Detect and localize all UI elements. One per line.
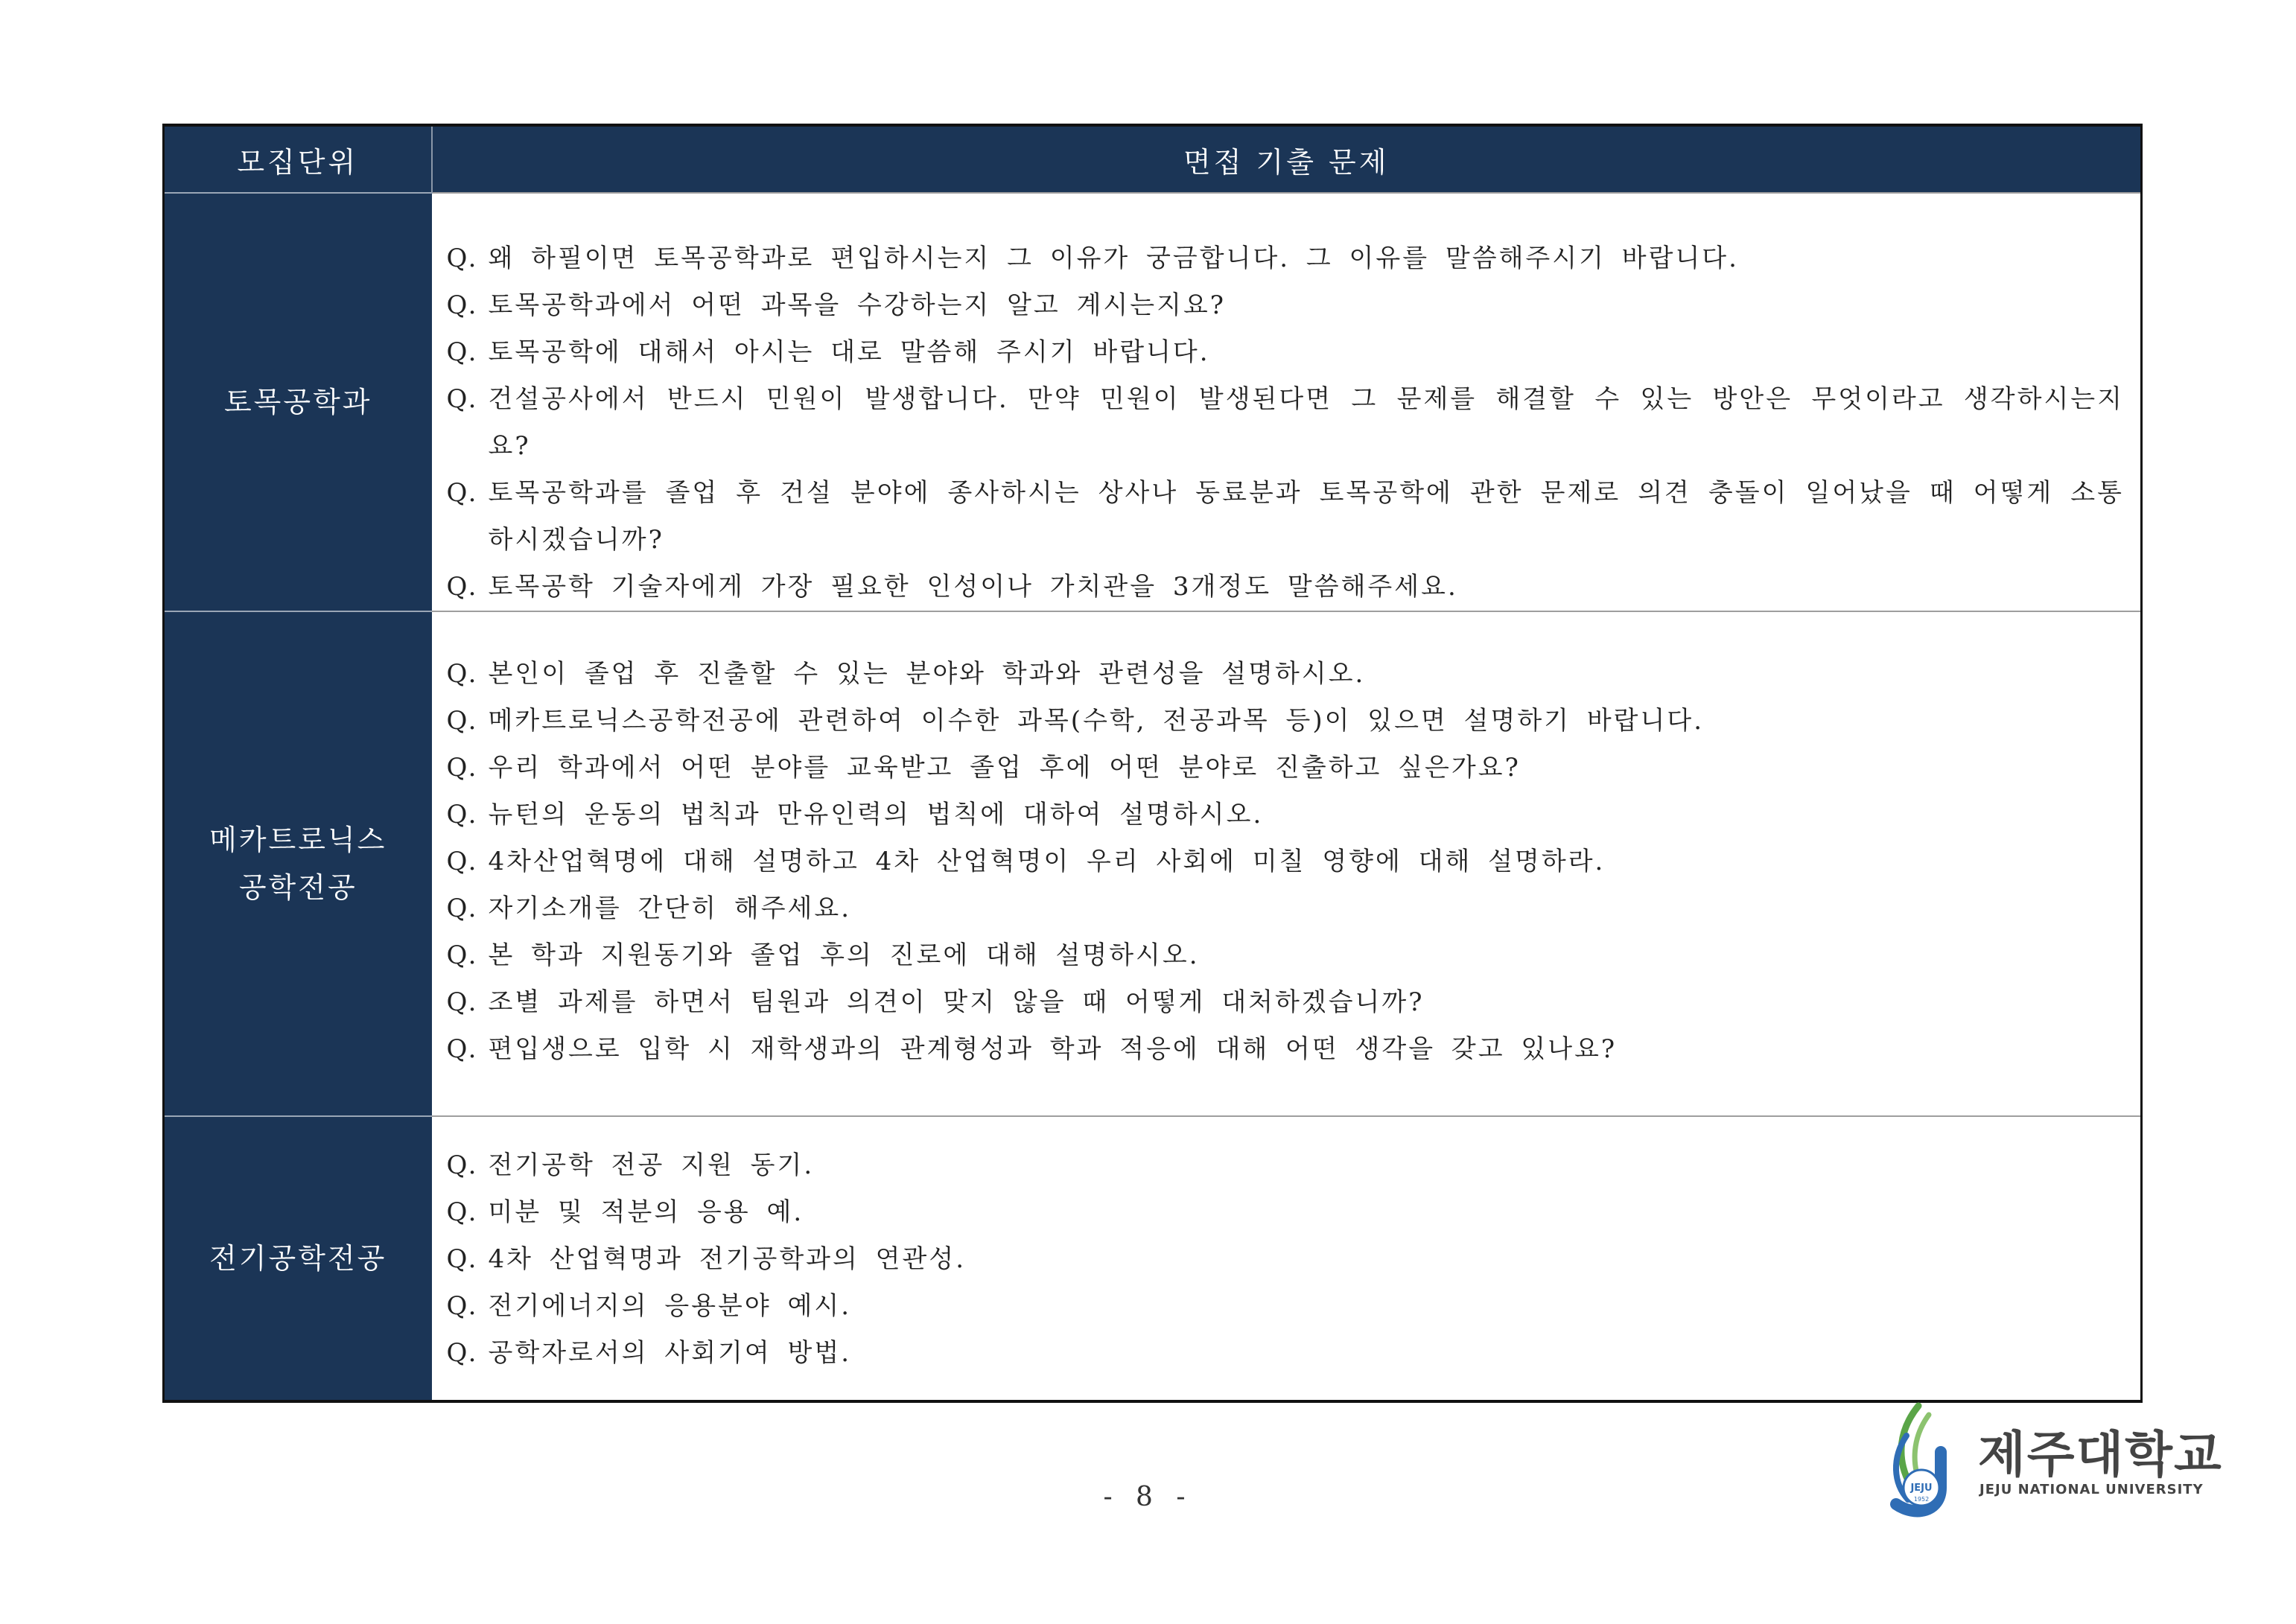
question-text: 토목공학에 대해서 아시는 대로 말씀해 주시기 바랍니다. (488, 337, 1210, 367)
question-item (447, 235, 2125, 282)
question-text: 조별 과제를 하면서 팀원과 의견이 맞지 않을 때 어떻게 대처하겠습니까? (488, 987, 1425, 1017)
q-prefix: Q. (446, 987, 479, 1017)
dept-name: 전기공학전공 (209, 1242, 387, 1275)
university-emblem-icon (1866, 1400, 1971, 1526)
dept-name-line: 공학전공 (238, 871, 357, 904)
question-text: 건설공사에서 반드시 민원이 발생합니다. 만약 민원이 발생된다면 그 문제를 해결할 수 있는 방안은 무엇이라고 생각하시는지요? (488, 384, 2124, 461)
q-prefix: Q. (446, 1244, 479, 1274)
q-prefix: Q. (446, 1150, 479, 1180)
table-row (164, 611, 2142, 1116)
header-unit: 모집단위 (164, 125, 432, 193)
question-item (447, 792, 2125, 838)
question-item (447, 838, 2125, 885)
question-item (447, 1236, 2125, 1283)
q-prefix: Q. (446, 1291, 479, 1321)
q-prefix: Q. (446, 847, 479, 876)
question-item (447, 329, 2125, 376)
question-item (447, 979, 2125, 1026)
emblem-text: JEJU (1910, 1483, 1933, 1494)
question-text: 본 학과 지원동기와 졸업 후의 진로에 대해 설명하시오. (488, 940, 1200, 970)
question-cell-electrical (432, 1116, 2142, 1401)
question-item (447, 885, 2125, 932)
question-cell-civil (432, 193, 2142, 611)
q-prefix: Q. (446, 753, 479, 783)
q-prefix: Q. (446, 1197, 479, 1227)
question-cell-mechatronics (432, 611, 2142, 1116)
university-logo (1866, 1400, 2223, 1526)
question-item (447, 376, 2125, 470)
question-text: 미분 및 적분의 응용 예. (488, 1197, 804, 1227)
question-list (432, 612, 2141, 1073)
question-text: 전기에너지의 응용분야 예시. (488, 1291, 852, 1321)
question-item (447, 932, 2125, 979)
question-text: 토목공학 기술자에게 가장 필요한 인성이나 가치관을 3개정도 말씀해주세요. (488, 572, 1458, 602)
question-item (447, 1142, 2125, 1189)
question-text: 메카트로닉스공학전공에 관련하여 이수한 과목(수학, 전공과목 등)이 있으면 설명하기 바랍니다. (488, 706, 1705, 736)
question-item (447, 745, 2125, 792)
question-text: 전기공학 전공 지원 동기. (488, 1150, 815, 1180)
question-text: 뉴턴의 운동의 법칙과 만유인력의 법칙에 대하여 설명하시오. (488, 800, 1264, 829)
question-text: 본인이 졸업 후 진출할 수 있는 분야와 학과와 관련성을 설명하시오. (488, 659, 1366, 689)
dept-name-line: 메카트로닉스 (209, 824, 387, 856)
dept-cell-civil (164, 193, 432, 611)
question-item (447, 1026, 2125, 1073)
question-list (432, 1117, 2141, 1377)
question-text: 자기소개를 간단히 해주세요. (488, 894, 852, 923)
dept-cell-electrical (164, 1116, 432, 1401)
q-prefix: Q. (446, 572, 479, 602)
table-row (164, 193, 2142, 611)
question-item (447, 282, 2125, 329)
dept-cell-mechatronics (164, 611, 432, 1116)
question-text: 왜 하필이면 토목공학과로 편입하시는지 그 이유가 궁금합니다. 그 이유를 말씀해주시기 바랍니다. (488, 243, 1739, 273)
question-text: 4차 산업혁명과 전기공학과의 연관성. (488, 1244, 967, 1274)
question-text: 4차산업혁명에 대해 설명하고 4차 산업혁명이 우리 사회에 미칠 영향에 대해 설명하라. (488, 847, 1606, 876)
q-prefix: Q. (446, 940, 479, 970)
question-text: 토목공학과를 졸업 후 건설 분야에 종사하시는 상사나 동료분과 토목공학에 관한 문제로 의견 충돌이 일어났을 때 어떻게 소통하시겠습니까? (488, 478, 2124, 555)
question-item (447, 1189, 2125, 1236)
q-prefix: Q. (446, 478, 479, 508)
table-header-row (164, 125, 2142, 193)
q-prefix: Q. (446, 800, 479, 829)
question-item (447, 470, 2125, 564)
header-questions: 면접 기출 문제 (432, 125, 2142, 193)
q-prefix: Q. (446, 337, 479, 367)
q-prefix: Q. (446, 659, 479, 689)
question-item (447, 1283, 2125, 1330)
q-prefix: Q. (446, 290, 479, 320)
q-prefix: Q. (446, 1338, 479, 1368)
question-item (447, 564, 2125, 611)
interview-question-table (162, 124, 2143, 1403)
q-prefix: Q. (446, 706, 479, 736)
question-text: 우리 학과에서 어떤 분야를 교육받고 졸업 후에 어떤 분야로 진출하고 싶은가요? (488, 753, 1521, 783)
question-text: 토목공학과에서 어떤 과목을 수강하는지 알고 계시는지요? (488, 290, 1227, 320)
university-name-english: JEJU NATIONAL UNIVERSITY (1979, 1482, 2204, 1497)
dept-name: 토목공학과 (223, 386, 372, 418)
page-number: - 8 - (1103, 1482, 1193, 1512)
question-list (432, 194, 2141, 611)
q-prefix: Q. (446, 894, 479, 923)
q-prefix: Q. (446, 1034, 479, 1064)
university-name: 제주대학교 (1978, 1426, 2223, 1483)
question-item (447, 1330, 2125, 1377)
q-prefix: Q. (446, 243, 479, 273)
question-text: 편입생으로 입학 시 재학생과의 관계형성과 학과 적응에 대해 어떤 생각을 갖고 있나요? (488, 1034, 1618, 1064)
question-item (447, 651, 2125, 698)
question-text: 공학자로서의 사회기여 방법. (488, 1338, 852, 1368)
question-item (447, 698, 2125, 745)
emblem-year: 1952 (1913, 1496, 1930, 1503)
table-row (164, 1116, 2142, 1401)
q-prefix: Q. (446, 384, 479, 414)
